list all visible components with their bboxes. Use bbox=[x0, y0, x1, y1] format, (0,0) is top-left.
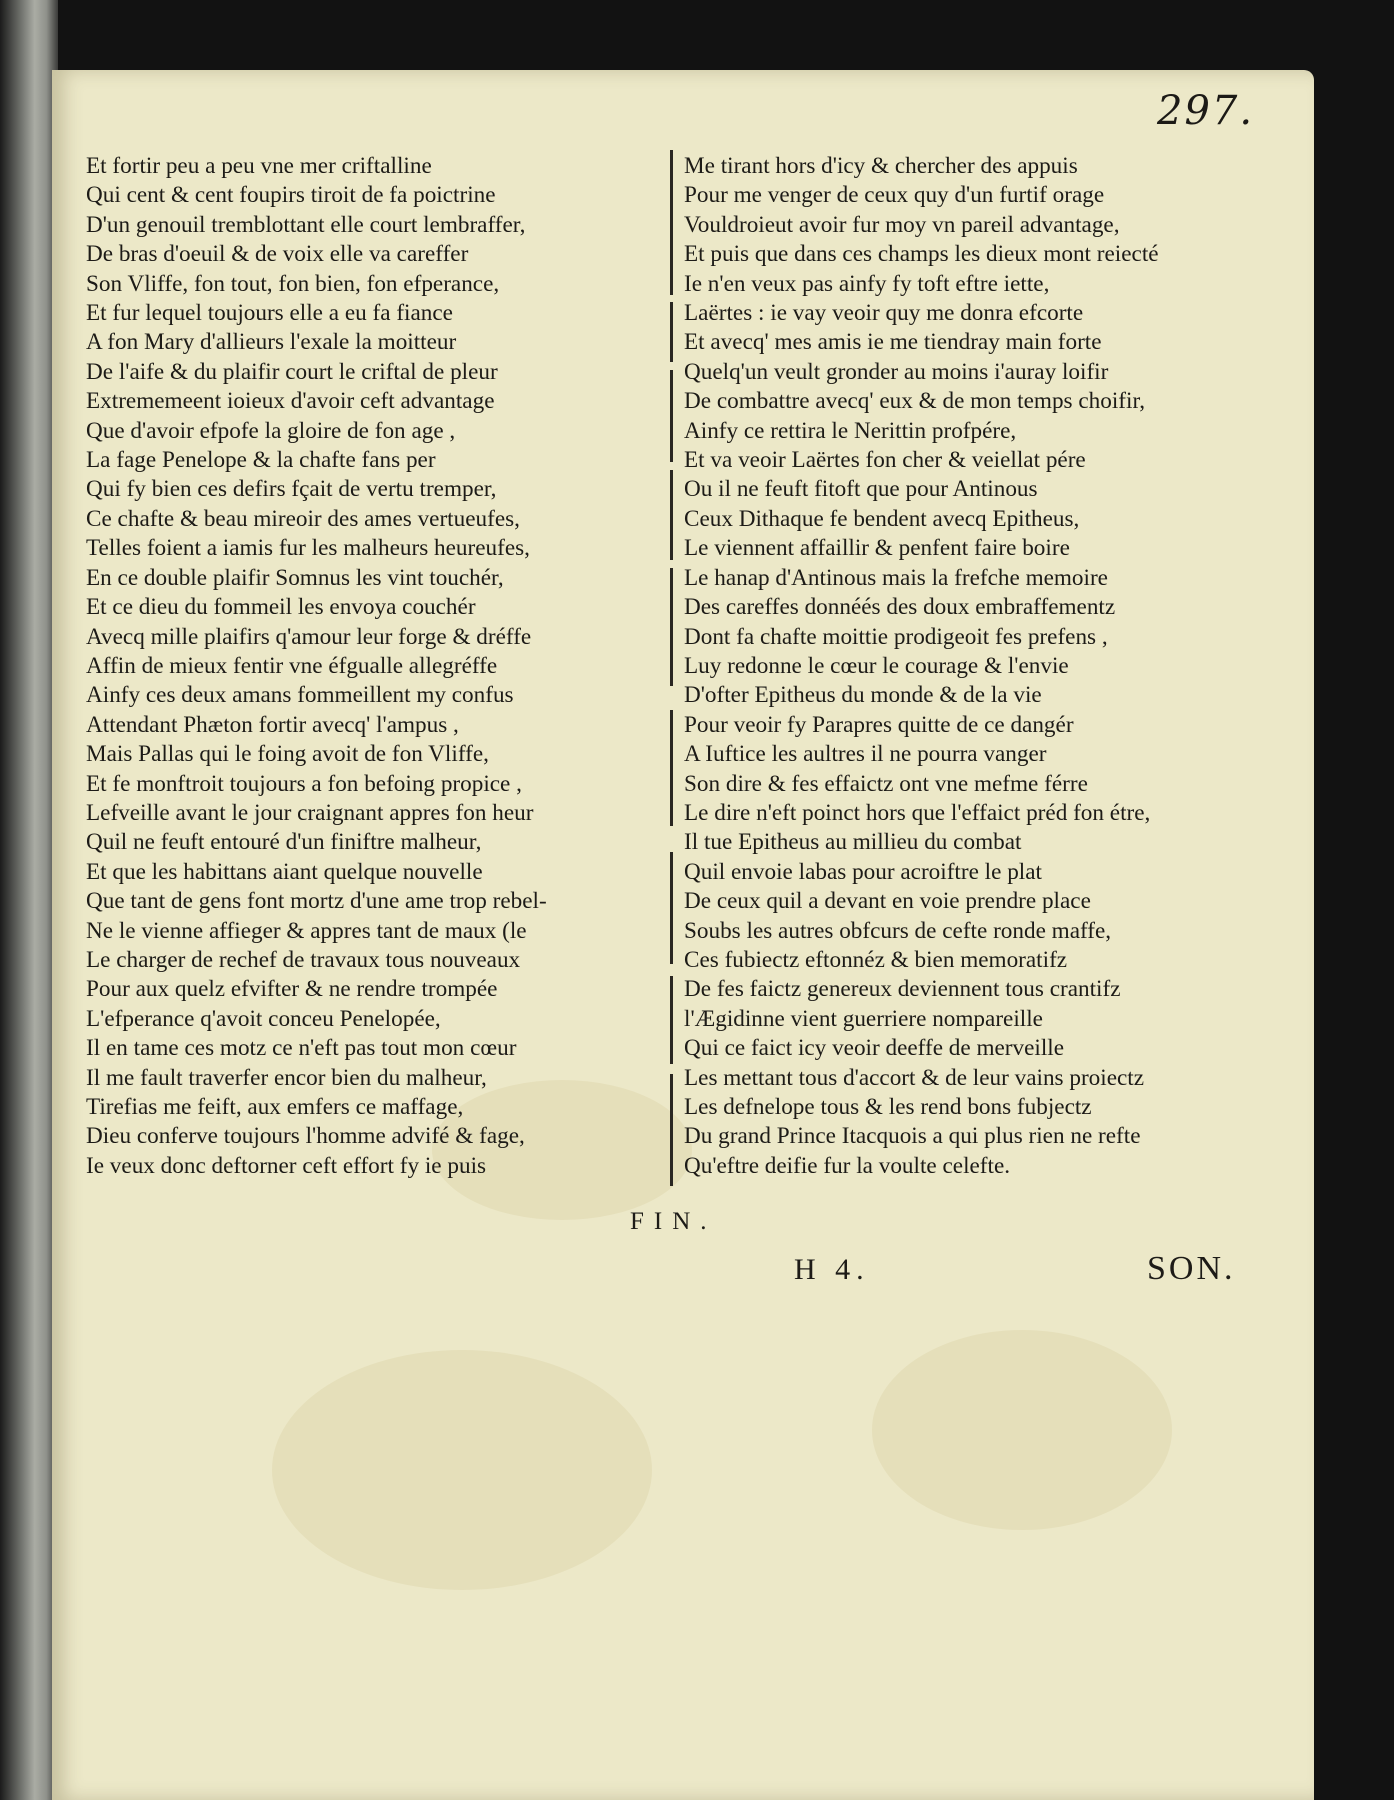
verse-line: Son Vliffe, fon tout, fon bien, fon efperance, bbox=[86, 270, 500, 297]
margin-bracket bbox=[670, 1074, 679, 1186]
verse-line: D'un genouil tremblottant elle court lembraffer, bbox=[86, 211, 526, 238]
verse-line: Dieu conferve toujours l'homme advifé & fage, bbox=[86, 1123, 525, 1150]
verse-line: Telles foient a iamis fur les malheurs heureufes, bbox=[86, 535, 530, 562]
verse-line: Ou il ne feuft fitoft que pour Antinous bbox=[684, 476, 1038, 503]
verse-line: Les mettant tous d'accort & de leur vains proiectz bbox=[684, 1064, 1145, 1091]
verse-line: Tirefias me feift, aux emfers ce maffage, bbox=[86, 1094, 464, 1120]
verse-line: Ainfy ce rettira le Nerittin profpére, bbox=[684, 417, 1017, 444]
verse-line: l'Ægidinne vient guerriere nompareille bbox=[684, 1005, 1043, 1032]
verse-line: Et puis que dans ces champs les dieux mont reiecté bbox=[684, 241, 1159, 268]
verse-line: A fon Mary d'allieurs l'exale la moitteur bbox=[86, 329, 457, 356]
verse-line: Il tue Epitheus au millieu du combat bbox=[684, 829, 1022, 856]
verse-line: Extrememeent ioieux d'avoir ceft advantage bbox=[86, 388, 495, 415]
verse-line: Des careffes donnéés des doux embraffementz bbox=[684, 594, 1116, 621]
catchword: SON. bbox=[1147, 1250, 1236, 1287]
margin-bracket bbox=[670, 370, 679, 462]
verse-line: Dont fa chafte moittie prodigeoit fes prefens , bbox=[684, 623, 1108, 650]
margin-bracket bbox=[670, 150, 679, 295]
verse-line: Et que les habittans aiant quelque nouvelle bbox=[86, 858, 483, 885]
verse-line: Mais Pallas qui le foing avoit de fon Vliffe, bbox=[86, 741, 489, 768]
verse-line: Qui fy bien ces defirs fçait de vertu tremper, bbox=[86, 476, 497, 503]
verse-line: Il en tame ces motz ce n'eft pas tout mon cœur bbox=[86, 1035, 517, 1062]
book-binding-edge bbox=[0, 0, 58, 1800]
verse-line: En ce double plaifir Somnus les vint touchér, bbox=[86, 564, 504, 591]
verse-line: Ce chafte & beau mireoir des ames vertueufes, bbox=[86, 505, 520, 532]
verse-line: Ne le vienne affieger & appres tant de maux (le bbox=[86, 917, 527, 944]
margin-bracket bbox=[670, 710, 679, 826]
verse-line: Affin de mieux fentir vne éfgualle allegréffe bbox=[86, 652, 498, 679]
verse-line: Pour me venger de ceux quy d'un furtif orage bbox=[684, 182, 1105, 209]
verse-line: A Iuftice les aultres il ne pourra vanger bbox=[684, 741, 1047, 768]
verse-line: Quil envoie labas pour acroiftre le plat bbox=[684, 858, 1042, 885]
verse-line: Ceux Dithaque fe bendent avecq Epitheus, bbox=[684, 505, 1080, 532]
verse-line: De bras d'oeuil & de voix elle va careffer bbox=[86, 241, 469, 268]
verse-line: Ainfy ces deux amans fommeillent my confus bbox=[86, 682, 514, 709]
signature-mark: H 4. bbox=[794, 1253, 870, 1286]
verse-line: Quil ne feuft entouré d'un finiftre malheur, bbox=[86, 829, 482, 856]
verse-line: Pour veoir fy Parapres quitte de ce dangér bbox=[684, 711, 1074, 738]
verse-line: Laërtes : ie vay veoir quy me donra efcorte bbox=[684, 300, 1084, 327]
verse-line: Son dire & fes effaictz ont vne mefme férre bbox=[684, 770, 1088, 797]
verse-line: Et va veoir Laërtes fon cher & veiellat pére bbox=[684, 447, 1086, 474]
verse-line: De ceux quil a devant en voie prendre place bbox=[684, 888, 1091, 915]
verse-line: Le viennent affaillir & penfent faire boire bbox=[684, 535, 1070, 562]
verse-line: Soubs les autres obfcurs de cefte ronde maffe, bbox=[684, 917, 1112, 944]
paper-stain bbox=[872, 1330, 1172, 1530]
finis-mark: FIN. bbox=[630, 1208, 717, 1235]
verse-line: Vouldroieut avoir fur moy vn pareil advantage, bbox=[684, 211, 1120, 238]
verse-line: Ie n'en veux pas ainfy fy toft eftre iette, bbox=[684, 270, 1050, 297]
folio-number: 297. bbox=[1157, 88, 1255, 134]
verse-line: Me tirant hors d'icy & chercher des appuis bbox=[684, 153, 1078, 179]
left-verse-column bbox=[86, 152, 706, 1181]
verse-line: Du grand Prince Itacquois a qui plus rien ne refte bbox=[684, 1123, 1141, 1150]
verse-line: La fage Penelope & la chafte fans per bbox=[86, 447, 436, 474]
verse-line: L'efperance q'avoit conceu Penelopée, bbox=[86, 1005, 441, 1032]
verse-line: Ie veux donc deftorner ceft effort fy ie puis bbox=[86, 1152, 487, 1179]
verse-line: Ces fubiectz eftonnéz & bien memoratifz bbox=[684, 946, 1068, 973]
verse-line: Et fur lequel toujours elle a eu fa fiance bbox=[86, 300, 453, 327]
verse-line: Le hanap d'Antinous mais la frefche memoire bbox=[684, 564, 1108, 591]
margin-bracket bbox=[670, 976, 679, 1064]
verse-line: Quelq'un veult gronder au moins i'auray loifir bbox=[684, 358, 1109, 385]
verse-line: Qui ce faict icy veoir deeffe de merveille bbox=[684, 1035, 1065, 1062]
verse-line: Le dire n'eft poinct hors que l'effaict préd fon étre, bbox=[684, 799, 1151, 826]
verse-line: Luy redonne le cœur le courage & l'envie bbox=[684, 652, 1069, 679]
verse-line: Et fe monftroit toujours a fon befoing propice , bbox=[86, 770, 522, 797]
verse-line: Et avecq' mes amis ie me tiendray main forte bbox=[684, 329, 1102, 356]
verse-line: De fes faictz genereux deviennent tous crantifz bbox=[684, 976, 1121, 1003]
verse-line: Et ce dieu du fommeil les envoya couchér bbox=[86, 594, 476, 621]
verse-line: D'ofter Epitheus du monde & de la vie bbox=[684, 682, 1042, 709]
verse-line: Le charger de rechef de travaux tous nouveaux bbox=[86, 946, 521, 973]
right-verse-column bbox=[684, 152, 1314, 1181]
verse-line: Pour aux quelz efvifter & ne rendre trompée bbox=[86, 976, 498, 1003]
verse-line: Avecq mille plaifirs q'amour leur forge & dréffe bbox=[86, 623, 532, 650]
verse-line: De l'aife & du plaifir court le criftal de pleur bbox=[86, 358, 498, 385]
verse-line: Qu'eftre deifie fur la voulte celefte. bbox=[684, 1152, 1011, 1179]
margin-bracket bbox=[670, 302, 679, 362]
verse-line: Que d'avoir efpofe la gloire de fon age , bbox=[86, 417, 456, 444]
verse-line: De combattre avecq' eux & de mon temps choifir, bbox=[684, 388, 1146, 415]
verse-line: Qui cent & cent foupirs tiroit de fa poictrine bbox=[86, 182, 496, 209]
verse-line: Il me fault traverfer encor bien du malheur, bbox=[86, 1064, 487, 1091]
paper-stain bbox=[272, 1350, 652, 1590]
manuscript-page bbox=[52, 70, 1314, 1800]
margin-bracket bbox=[670, 470, 679, 560]
verse-line: Lefveille avant le jour craignant appres fon heur bbox=[86, 799, 534, 826]
margin-bracket bbox=[670, 852, 679, 964]
margin-bracket bbox=[670, 568, 679, 686]
verse-line: Attendant Phæton fortir avecq' l'ampus , bbox=[86, 711, 459, 738]
verse-line: Les defnelope tous & les rend bons fubjectz bbox=[684, 1094, 1092, 1120]
verse-line: Et fortir peu a peu vne mer criftalline bbox=[86, 153, 432, 179]
verse-line: Que tant de gens font mortz d'une ame trop rebel- bbox=[86, 888, 547, 915]
